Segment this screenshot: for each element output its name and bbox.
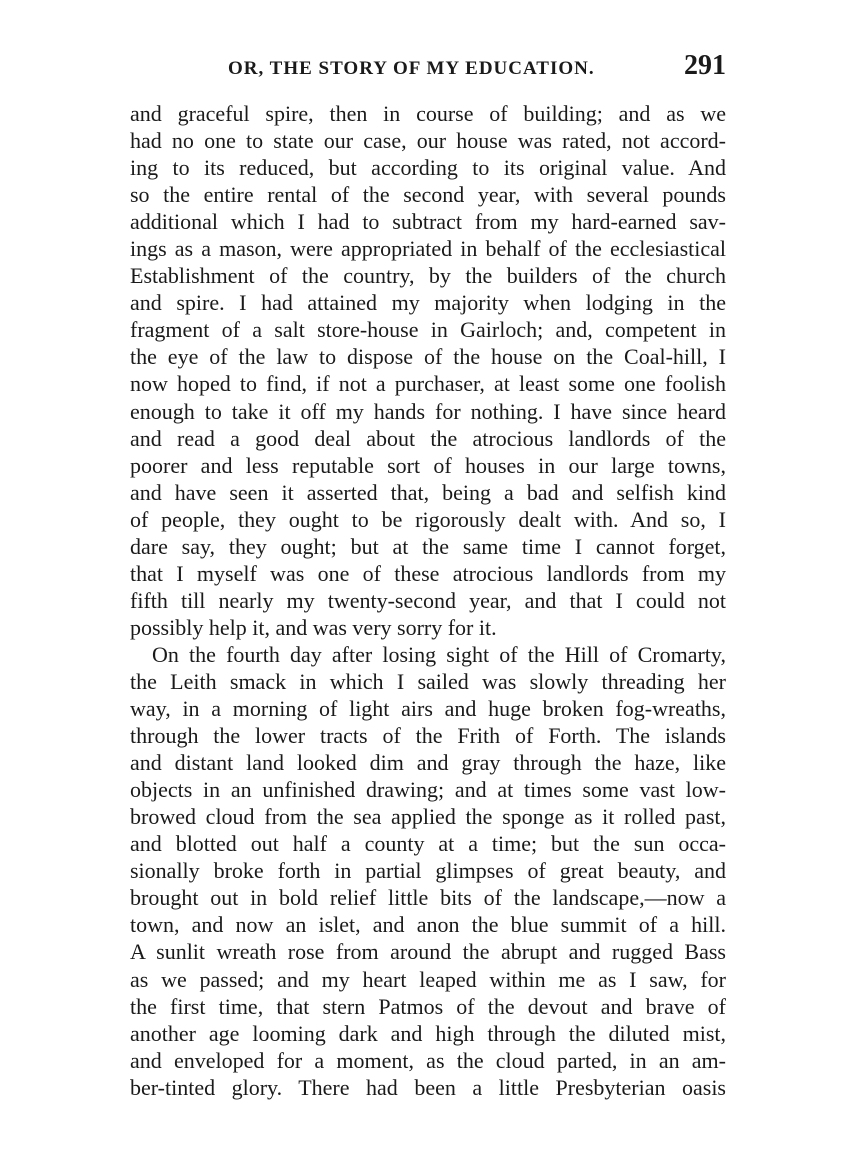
text-line: possibly help it, and was very sorry for it. bbox=[130, 614, 497, 640]
book-page bbox=[130, 50, 726, 1101]
text-line: another age looming dark and high through the diluted mist, bbox=[130, 1020, 726, 1046]
text-line: and have seen it asserted that, being a bad and selfish kind bbox=[130, 479, 726, 505]
text-line: Establishment of the country, by the builders of the church bbox=[130, 263, 726, 289]
text-line: additional which I had to subtract from my hard-earned sav- bbox=[130, 209, 726, 235]
text-line: poorer and less reputable sort of houses in our large towns, bbox=[130, 452, 726, 478]
text-line: objects in an unfinished drawing; and at times some vast low- bbox=[130, 777, 726, 803]
text-line: the first time, that stern Patmos of the devout and brave of bbox=[130, 993, 726, 1019]
running-head bbox=[130, 50, 726, 86]
text-line: and distant land looked dim and gray through the haze, like bbox=[130, 750, 726, 776]
text-line: the Leith smack in which I sailed was slowly threading her bbox=[130, 668, 726, 694]
text-line: fifth till nearly my twenty-second year, and that I could not bbox=[130, 587, 726, 613]
text-line: through the lower tracts of the Frith of Forth. The islands bbox=[130, 723, 726, 749]
text-line: ing to its reduced, but according to its original value. And bbox=[130, 155, 726, 181]
text-line: ings as a mason, were appropriated in behalf of the ecclesiastical bbox=[130, 236, 726, 262]
text-line: had no one to state our case, our house was rated, not accord- bbox=[130, 128, 726, 154]
text-line: of people, they ought to be rigorously dealt with. And so, I bbox=[130, 506, 726, 532]
text-line: and read a good deal about the atrocious landlords of the bbox=[130, 425, 726, 451]
text-line: so the entire rental of the second year, with several pounds bbox=[130, 182, 726, 208]
text-line: sionally broke forth in partial glimpses of great beauty, and bbox=[130, 858, 726, 884]
text-line: and enveloped for a moment, as the cloud parted, in an am- bbox=[130, 1047, 726, 1073]
text-line: A sunlit wreath rose from around the abrupt and rugged Bass bbox=[130, 939, 726, 965]
page-number: 291 bbox=[684, 50, 726, 81]
text-line: ber-tinted glory. There had been a little Presbyterian oasis bbox=[130, 1074, 726, 1100]
paragraph bbox=[130, 100, 726, 641]
text-line: and spire. I had attained my majority when lodging in the bbox=[130, 290, 726, 316]
text-line: and blotted out half a county at a time; but the sun occa- bbox=[130, 831, 726, 857]
text-line: dare say, they ought; but at the same time I cannot forget, bbox=[130, 533, 726, 559]
text-line: as we passed; and my heart leaped within me as I saw, for bbox=[130, 966, 726, 992]
text-line: enough to take it off my hands for nothing. I have since heard bbox=[130, 398, 726, 424]
running-title: OR, THE STORY OF MY EDUCATION. bbox=[228, 58, 595, 79]
text-line: browed cloud from the sea applied the sponge as it rolled past, bbox=[130, 804, 726, 830]
text-line: brought out in bold relief little bits of the landscape,—now a bbox=[130, 885, 726, 911]
text-line: fragment of a salt store-house in Gairloch; and, competent in bbox=[130, 317, 726, 343]
text-line: now hoped to find, if not a purchaser, at least some one foolish bbox=[130, 371, 726, 397]
paragraph bbox=[130, 641, 726, 1101]
body-text bbox=[130, 100, 726, 1101]
text-line: and graceful spire, then in course of building; and as we bbox=[130, 101, 726, 126]
text-line: way, in a morning of light airs and huge broken fog-wreaths, bbox=[130, 696, 726, 722]
text-line: that I myself was one of these atrocious landlords from my bbox=[130, 560, 726, 586]
text-line: town, and now an islet, and anon the blue summit of a hill. bbox=[130, 912, 726, 938]
text-line: the eye of the law to dispose of the house on the Coal-hill, I bbox=[130, 344, 726, 370]
text-line: On the fourth day after losing sight of the Hill of Cromarty, bbox=[152, 641, 726, 667]
